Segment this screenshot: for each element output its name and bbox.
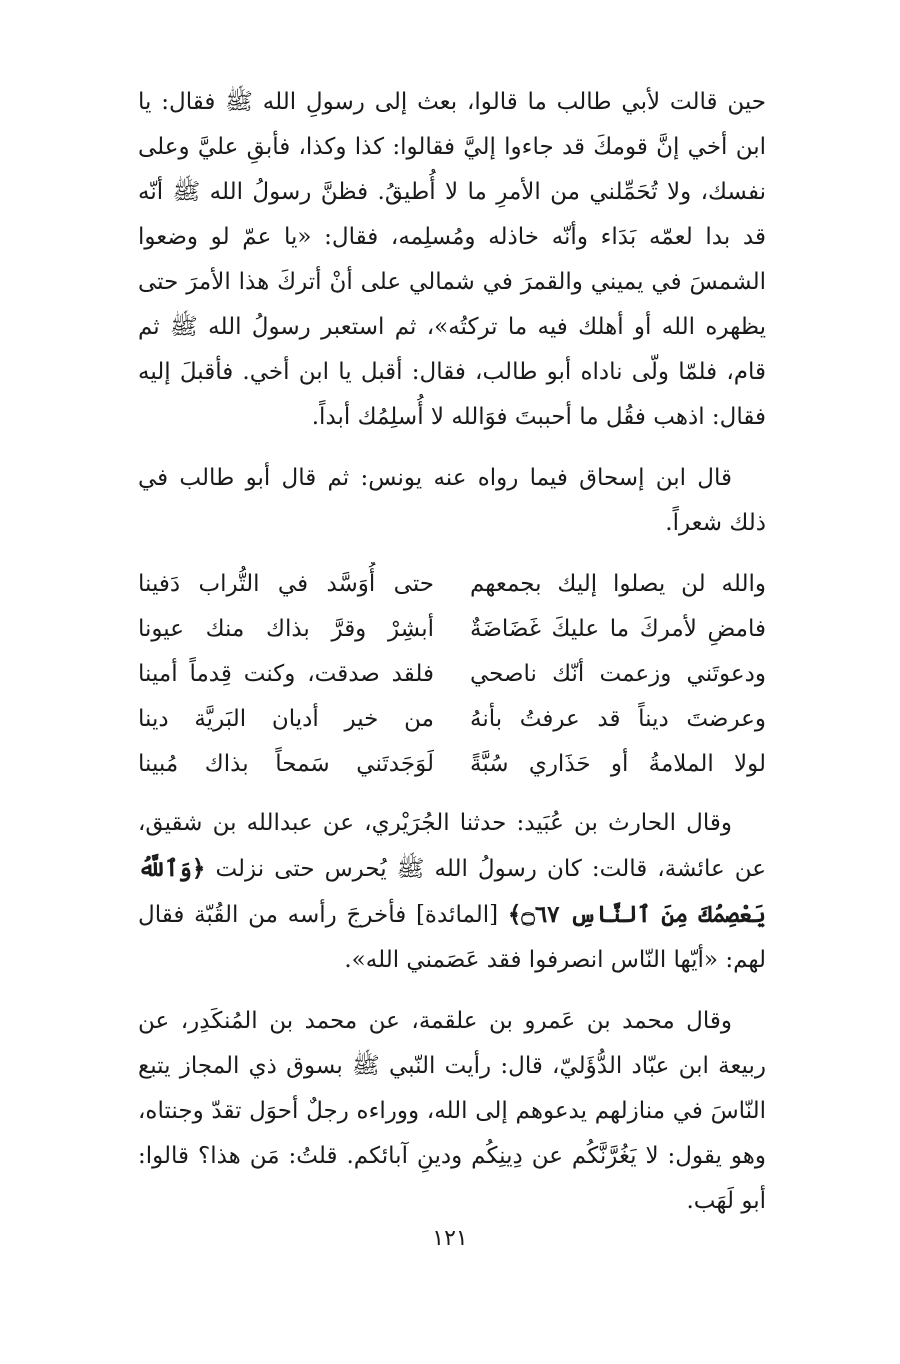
verse-second-hemistich: أبشِرْ وقرَّ بذاك منك عيونا xyxy=(138,616,434,642)
page-body xyxy=(138,80,766,1224)
harith-text-after: [المائدة] فأخرجَ رأسه من القُبّة فقال لهم: «أيّها النّاس انصرفوا فقد عَصَمني الله». xyxy=(138,902,766,973)
verse-first-hemistich: والله لن يصلوا إليك بجمعهم xyxy=(470,571,766,597)
poem-verse xyxy=(138,607,766,652)
poem-verse xyxy=(138,562,766,607)
paragraph-harith xyxy=(138,801,766,983)
verse-second-hemistich: حتى أُوَسَّد في التُّراب دَفينا xyxy=(138,571,434,597)
quran-verse: ﴿وَٱللَّهُ يَعْصِمُكَ مِنَ ٱلنَّاسِ ۝٦٧﴾ xyxy=(138,855,766,928)
verse-second-hemistich: لَوَجَدتَني سَمحاً بذاك مُبينا xyxy=(138,751,434,777)
verse-second-hemistich: من خير أديان البَريَّة دينا xyxy=(138,706,434,732)
poem-verse xyxy=(138,742,766,787)
harith-text-before: وقال الحارث بن عُبَيد: حدثنا الجُرَيْري، عن عبدالله بن شقيق، عن عائشة، قالت: كان رسولُ الله ﷺ يُحرس حتى نزلت xyxy=(138,810,766,882)
verse-first-hemistich: ودعوتَني وزعمت أنّك ناصحي xyxy=(470,661,766,687)
paragraph-ibn-ishaq: قال ابن إسحاق فيما رواه عنه يونس: ثم قال أبو طالب في ذلك شعراً. xyxy=(138,465,766,536)
verse-first-hemistich: فامضِ لأمركَ ما عليكَ غَضَاضَةٌ xyxy=(470,616,766,642)
poem-verse xyxy=(138,697,766,742)
page-number: ١٢١ xyxy=(432,1226,468,1251)
verse-second-hemistich: فلقد صدقت، وكنت قِدماً أمينا xyxy=(138,661,434,687)
paragraph-muhammad-ibn-amr: وقال محمد بن عَمرو بن علقمة، عن محمد بن المُنكَدِر، عن ربيعة ابن عبّاد الدُّؤَليّ، قال: رأيت النّبي ﷺ بسوق ذي المجاز يتبع النّاسَ في منازلهم يدعوهم إلى الله، ووراءه رجلٌ أحوَل تقدّ وجنتاه، وهو يقول: لا يَغُرَّنَّكُم عن دِينِكُم ودينِ آبائكم. قلتُ: مَن هذا؟ قالوا: أبو لَهَب. xyxy=(138,1008,766,1214)
poem-verse xyxy=(138,652,766,697)
poem xyxy=(138,562,766,787)
verse-first-hemistich: وعرضتَ ديناً قد عرفتُ بأنهُ xyxy=(470,706,766,732)
verse-first-hemistich: لولا الملامةُ أو حَذَاري سُبَّةً xyxy=(470,751,766,777)
paragraph-abu-talib: حين قالت لأبي طالب ما قالوا، بعث إلى رسولِ الله ﷺ فقال: يا ابن أخي إنَّ قومكَ قد جاءوا إليَّ فقالوا: كذا وكذا، فأبقِ عليَّ وعلى نفسك، ولا تُحَمِّلني من الأمرِ ما لا أُطيقُ. فظنَّ رسولُ الله ﷺ أنّه قد بدا لعمّه بَدَاء وأنّه خاذله ومُسلِمه، فقال: «يا عمّ لو وضعوا الشمسَ في يميني والقمرَ في شمالي على أنْ أتركَ هذا الأمرَ حتى يظهره الله أو أهلك فيه ما تركتُه»، ثم استعبر رسولُ الله ﷺ ثم قام، فلمّا ولّى ناداه أبو طالب، فقال: أقبل يا ابن أخي. فأقبلَ إليه فقال: اذهب فقُل ما أحببتَ فوَالله لا أُسلِمُك أبداً. xyxy=(138,89,766,430)
